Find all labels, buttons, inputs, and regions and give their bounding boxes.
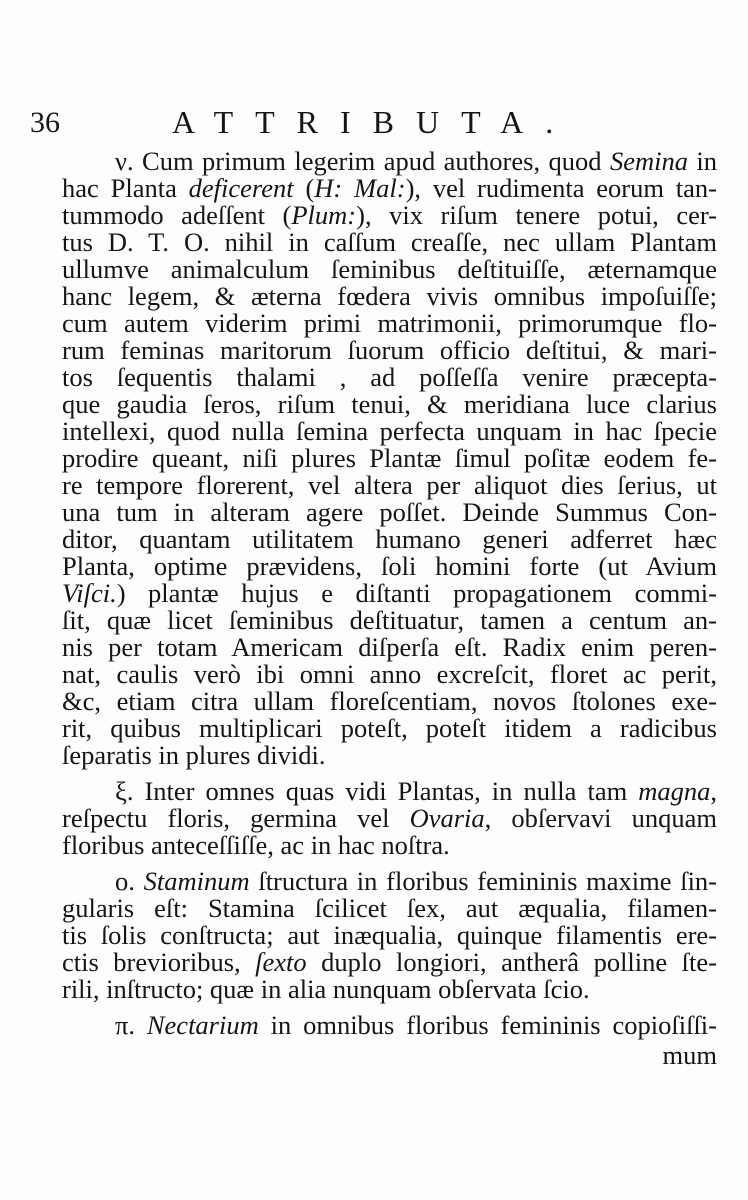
text-line bbox=[62, 335, 717, 365]
italic-term: ſexto bbox=[255, 947, 307, 977]
text-line bbox=[62, 551, 717, 581]
italic-term: Ovaria bbox=[409, 803, 485, 833]
text-line bbox=[62, 281, 717, 311]
text-segment: ), vel rudimenta eorum tan- bbox=[405, 173, 718, 203]
italic-term: H: Mal: bbox=[314, 173, 406, 203]
text-line bbox=[115, 866, 717, 896]
text-line bbox=[62, 578, 717, 608]
text-segment: ſtructura in floribus femininis maxime ſin- bbox=[249, 866, 718, 896]
text-segment: re tempore florerent, vel altera per aliquot dies ſerius, ut bbox=[62, 470, 717, 500]
text-line bbox=[62, 524, 717, 554]
text-line bbox=[62, 830, 717, 860]
text-segment: duplo longiori, antherâ polline ſte- bbox=[306, 947, 717, 977]
text-segment: &c, etiam citra ullam floreſcentiam, novos ſtolones exe- bbox=[62, 686, 717, 716]
text-segment: ditor, quantam utilitatem humano generi adferret hæc bbox=[62, 524, 717, 554]
text-line bbox=[62, 389, 717, 419]
text-segment: ctis brevioribus, bbox=[62, 947, 256, 977]
text-segment: nis per totam Americam diſperſa eſt. Radix enim peren- bbox=[62, 632, 717, 662]
text-segment: floribus anteceſſiſſe, ac in hac noſtra. bbox=[62, 830, 450, 860]
text-segment: reſpectu floris, germina vel bbox=[62, 803, 410, 833]
text-segment: una tum in alteram agere poſſet. Deinde Summus Con- bbox=[62, 497, 717, 527]
text-segment: nat, caulis verò ibi omni anno excreſcit, floret ac perit, bbox=[62, 659, 717, 689]
italic-term: Staminum bbox=[143, 866, 250, 896]
text-segment: cum autem viderim primi matrimonii, primorumque flo- bbox=[62, 308, 717, 338]
italic-term: magna bbox=[638, 776, 711, 806]
text-segment: Planta, optime prævidens, ſoli homini forte (ut Avium bbox=[62, 551, 717, 581]
text-line bbox=[62, 803, 717, 833]
running-head: ATTRIBUTA. bbox=[172, 104, 576, 140]
text-line bbox=[62, 200, 717, 230]
text-segment: prodire queant, niſi plures Plantæ ſimul poſitæ eodem fe- bbox=[62, 443, 717, 473]
text-segment: in omnibus floribus femininis copioſiſſi- bbox=[258, 1010, 717, 1040]
text-segment: que gaudia ſeros, riſum tenui, & meridiana luce clarius bbox=[62, 389, 717, 419]
italic-term: deficerent bbox=[188, 173, 294, 203]
text-line bbox=[62, 632, 717, 662]
text-line bbox=[62, 947, 717, 977]
text-line bbox=[115, 1010, 717, 1040]
italic-term: Viſci. bbox=[62, 578, 117, 608]
text-segment: mum bbox=[662, 1040, 717, 1070]
text-line bbox=[62, 470, 717, 500]
text-segment: ), vix riſum tenere potui, cer- bbox=[356, 200, 717, 230]
text-segment: in bbox=[687, 146, 717, 176]
text-line bbox=[62, 893, 717, 923]
text-line bbox=[62, 659, 717, 689]
italic-term: Semina bbox=[609, 146, 688, 176]
text-line bbox=[62, 497, 717, 527]
text-segment: ſit, quæ licet ſeminibus deſtituatur, tamen a centum an- bbox=[62, 605, 717, 635]
text-line bbox=[62, 362, 717, 392]
text-line bbox=[62, 974, 717, 1004]
text-line bbox=[62, 713, 717, 743]
text-line bbox=[62, 416, 717, 446]
text-segment: rum feminas maritorum ſuorum officio deſtitui, & mari- bbox=[62, 335, 717, 365]
text-line bbox=[62, 173, 717, 203]
text-line bbox=[62, 605, 717, 635]
text-segment: ullumve animalculum ſeminibus deſtituiſſe, æternamque bbox=[62, 254, 717, 284]
text-line bbox=[62, 443, 717, 473]
page-number: 36 bbox=[30, 106, 60, 139]
text-segment: ſeparatis in plures dividi. bbox=[62, 740, 326, 770]
text-segment: intellexi, quod nulla ſemina perfecta unquam in hac ſpecie bbox=[62, 416, 717, 446]
text-segment: rit, quibus multiplicari poteſt, poteſt itidem a radicibus bbox=[62, 713, 717, 743]
text-segment: tummodo adeſſent ( bbox=[62, 200, 292, 230]
text-segment: ) plantæ hujus e diſtanti propagationem commi- bbox=[116, 578, 717, 608]
text-line bbox=[62, 254, 717, 284]
text-segment: tus D. T. O. nihil in caſſum creaſſe, nec ullam Plantam bbox=[62, 227, 717, 257]
text-line bbox=[62, 920, 717, 950]
text-segment: rili, inſtructo; quæ in alia nunquam obſervata ſcio. bbox=[62, 974, 590, 1004]
italic-term: Plum: bbox=[291, 200, 357, 230]
text-segment: tis ſolis conſtructa; aut inæqualia, quinque filamentis ere- bbox=[62, 920, 717, 950]
text-line bbox=[62, 308, 717, 338]
italic-term: Nectarium bbox=[146, 1010, 259, 1040]
text-segment: ο. bbox=[115, 866, 144, 896]
text-segment: π. bbox=[115, 1010, 147, 1040]
text-line bbox=[62, 686, 717, 716]
text-segment: gularis eſt: Stamina ſcilicet ſex, aut æqualia, filamen- bbox=[62, 893, 717, 923]
text-segment: hac Planta bbox=[62, 173, 189, 203]
text-line bbox=[115, 146, 717, 176]
text-segment: ξ. Inter omnes quas vidi Plantas, in nulla tam bbox=[115, 776, 639, 806]
text-line bbox=[115, 776, 717, 806]
text-line bbox=[62, 740, 717, 770]
text-segment: , obſervavi unquam bbox=[484, 803, 717, 833]
text-segment: , bbox=[710, 776, 717, 806]
text-line bbox=[62, 1040, 717, 1070]
text-segment: ν. Cum primum legerim apud authores, quod bbox=[115, 146, 610, 176]
text-line bbox=[62, 227, 717, 257]
text-segment: tos ſequentis thalami , ad poſſeſſa venire præcepta- bbox=[62, 362, 717, 392]
text-segment: ( bbox=[293, 173, 315, 203]
text-segment: hanc legem, & æterna fœdera vivis omnibus impoſuiſſe; bbox=[62, 281, 717, 311]
